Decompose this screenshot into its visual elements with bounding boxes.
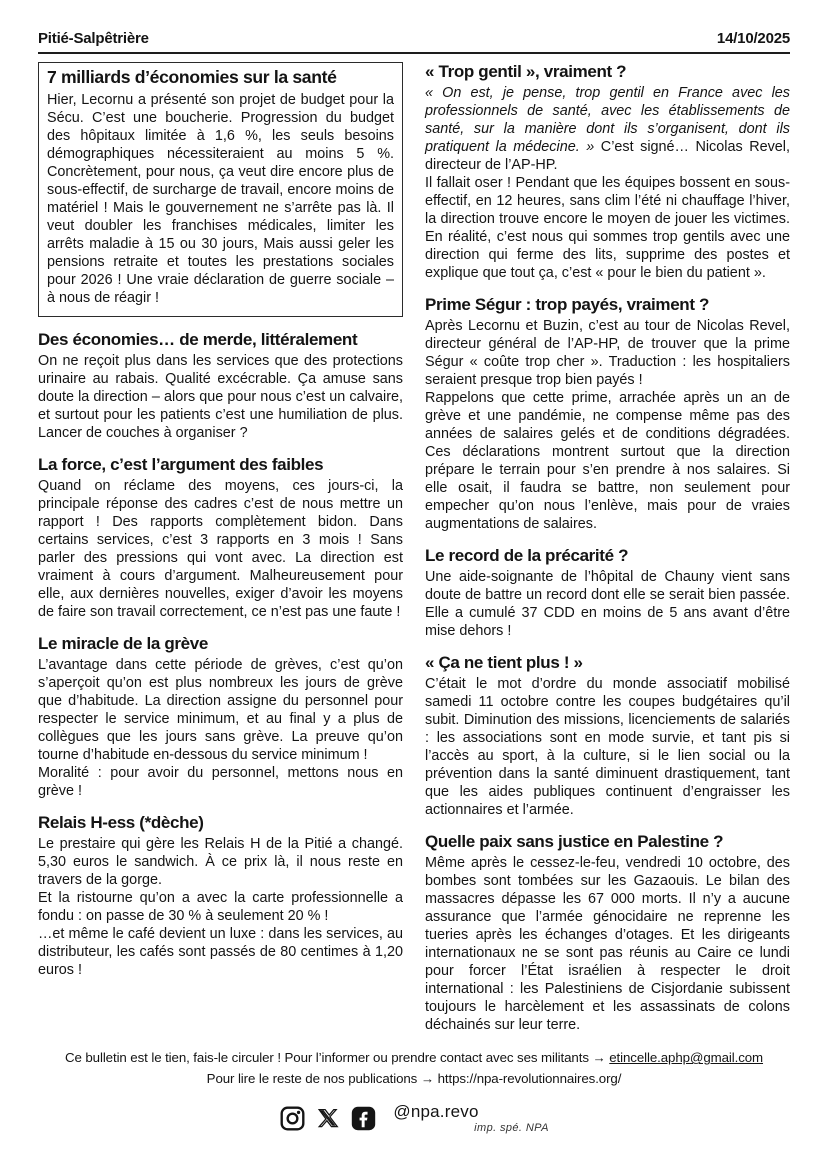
article-paragraph: C’était le mot d’ordre du monde associatif mobilisé samedi 11 octobre contre les coupes budgétaires qu’il subit. Diminution des missions, licenciements de salariés : les associations sont en mode survie, et tant pis si l’accès au sport, à la culture, si le lien social ou la prévention dans la santé diminuent drastiquement, tant que les aides publiques continuent d’engraisser les actionnaires et l’armée. <box>425 676 790 819</box>
article-paragraph: Il fallait oser ! Pendant que les équipes bossent en sous-effectif, en 12 heures, sans clim l’été ni chauffage l’hiver, la direction trouve encore le moyen de jouer les victimes. En réalité, c’est nous qui sommes trop gentils avec une direction qui ferme des lits, supprime des postes et explique que tout ça, c’est « pour le bien du patient ». <box>425 175 790 282</box>
article-title: « Trop gentil », vraiment ? <box>425 62 627 81</box>
article-miracle-greve <box>38 634 403 800</box>
article-prime-segur <box>425 295 790 533</box>
article-title: « Ça ne tient plus ! » <box>425 653 583 673</box>
masthead-date: 14/10/2025 <box>716 30 790 47</box>
article-paragraph: Une aide-soignante de l’hôpital de Chauny vient sans doute de battre un record dont elle se serait bien passée. Elle a cumulé 37 CDD en moins de 5 ans avant d’être mise dehors ! <box>425 569 790 640</box>
article-title: La force, c’est l’argument des faibles <box>38 454 324 474</box>
article-paragraph: …et même le café devient un luxe : dans les services, au distributeur, les cafés sont passés de 80 centimes à 1,20 euros ! <box>38 925 403 978</box>
article-paragraph: Rappelons que cette prime, arrachée après un an de grève et une pandémie, ne compense même pas des années de salaires gelés et de conditions dégradées. Ces déclarations montrent surtout que la direction prépare le terrain pour s’en prendre à nos salaires. Si elle osait, il faudra se battre, non seulement pour empecher qu’on nous l’enlève, mais pour de vraies augmentations de salaires. <box>425 390 790 533</box>
article-record-precarite <box>425 546 790 640</box>
article-paragraph: Moralité : pour avoir du personnel, mettons nous en grève ! <box>38 764 403 799</box>
article-title: Le record de la précarité ? <box>425 546 629 566</box>
email-link[interactable]: etincelle.aphp@gmail.com <box>609 1050 764 1066</box>
article-title: Prime Ségur : trop payés, vraiment ? <box>425 295 710 315</box>
masthead-title: Pitié-Salpêtrière <box>38 30 149 47</box>
article-title: Des économies… de merde, littéralement <box>38 329 358 349</box>
social-row <box>38 1098 790 1138</box>
footer-contact-line <box>38 1048 790 1069</box>
social-handle: @npa.revo <box>393 1102 479 1122</box>
article-paragraph: Quand on réclame des moyens, ces jours-ci, la principale réponse des cadres c’est de nous mettre un rapport ! Des rapports complètement bidon. Dans certains services, c’est 3 rapports en 3 mois ! Sans parler des pressions qui vont avec. La direction est vraiment à cours d’argument. Malheureusement pour elle, aux dernières nouvelles, exiger d’avoir les moyens de faire son travail correctement, ce n’est pas une faute ! <box>38 477 403 620</box>
article-title: Quelle paix sans justice en Palestine ? <box>425 832 724 852</box>
article-paragraph: L’avantage dans cette période de grèves, c’est qu’on s’aperçoit qu’on est plus nombreux les jours de grève que d’habitude. La direction assigne du personnel pour respecter le service minimum, et au final y a plus de collègues que les jours sans grève. La preuve qu’on tourne d’habitude en-dessous du service minimum ! <box>38 656 403 763</box>
article-ca-ne-tient-plus <box>425 653 790 819</box>
imprint-note: imp. spé. NPA <box>474 1122 549 1135</box>
article-paragraph: On ne reçoit plus dans les services que des protections urinaire au rabais. Qualité excécrable. Ça amuse sans doute la direction – alors que pour nous c’est un calvaire, et surtout pour les patients c’est une humiliation de plus. Lancer de couches à organiser ? <box>38 352 403 441</box>
right-column <box>425 62 790 1034</box>
footer-publications-line <box>38 1069 790 1090</box>
article-palestine <box>425 832 790 1034</box>
x-icon <box>317 1107 339 1129</box>
article-paragraph: Et la ristourne qu’on a avec la carte professionnelle a fondu : on passe de 30 % à seulement 20 % ! <box>38 889 403 924</box>
footer <box>38 1048 790 1138</box>
instagram-icon <box>279 1105 306 1132</box>
article-relais-h <box>38 813 403 979</box>
article-quote-paragraph <box>425 84 790 174</box>
article-paragraph: Même après le cessez-le-feu, vendredi 10 octobre, des bombes sont tombées sur les Gazaouis. Le bilan des massacres dépasse les 67 000 morts. Il n’y a aucune assurance que l’armée génocidaire ne reprenne les tueries après les échanges d’otages. Et les dirigeants internationaux ne se sont pas réunis au Caire ce lundi pour forcer l’État israélien à respecter le droit international : les Palestiniens de Cisjordanie subissent toujours le harcèlement et les assassinats de colons déchainés sur leur terre. <box>425 855 790 1034</box>
article-paragraph: Après Lecornu et Buzin, c’est au tour de Nicolas Revel, directeur général de l’AP-HP, de trouver que la prime Ségur « coûte trop cher ». Traduction : les hospitaliers seraient presque trop bien payés ! <box>425 318 790 389</box>
article-economies-de-merde <box>38 330 403 442</box>
masthead <box>38 30 790 47</box>
quote-attribution: C’est signé… Nicolas Revel, directeur de l’AP-HP. <box>425 139 790 174</box>
footer-publications-text: Pour lire le reste de nos publications → https://npa-revolutionnaires.org/ <box>206 1070 622 1086</box>
quote-text: « On est, je pense, trop gentil en France avec les professionnels de santé, avec les établissements de santé, sur la manière dont ils s’organisent, dont ils pratiquent la médecine. » <box>425 85 790 156</box>
article-title: Le miracle de la grève <box>38 633 208 653</box>
article-paragraph: Hier, Lecornu a présenté son projet de budget pour la Sécu. C’est une boucherie. Progression du budget des hôpitaux limitée à 1,6 %, les seuls besoins démographiques nécessiteraient au moins 5 %. Concrètement, pour nous, ça veut dire encore plus de sous-effectif, de surcharge de travail, encore moins de matériel ! Mais le gouvernement ne s’arrête pas là. Il veut doubler les franchises médicales, limiter les arrêts maladie à 15 ou 30 jours, Mais aussi geler les pensions retraite et toutes les prestations sociales pour 2026 ! Une vraie déclaration de guerre sociale – à nous de réagir ! <box>47 91 394 306</box>
article-budget-sante <box>38 62 403 317</box>
article-title: 7 milliards d’économies sur la santé <box>47 67 337 87</box>
header-divider <box>38 52 790 54</box>
article-trop-gentil <box>425 62 790 282</box>
content-columns <box>38 62 790 1034</box>
article-paragraph: Le prestaire qui gère les Relais H de la Pitié a changé. 5,30 euros le sandwich. À ce prix là, il nous reste en travers de la gorge. <box>38 835 403 888</box>
left-column <box>38 62 403 1034</box>
article-title: Relais H-ess (*dèche) <box>38 812 204 832</box>
facebook-icon <box>350 1105 377 1132</box>
article-la-force <box>38 455 403 621</box>
footer-contact-text: Ce bulletin est le tien, fais-le circuler ! Pour l’informer ou prendre contact avec ses militants → <box>64 1050 610 1066</box>
